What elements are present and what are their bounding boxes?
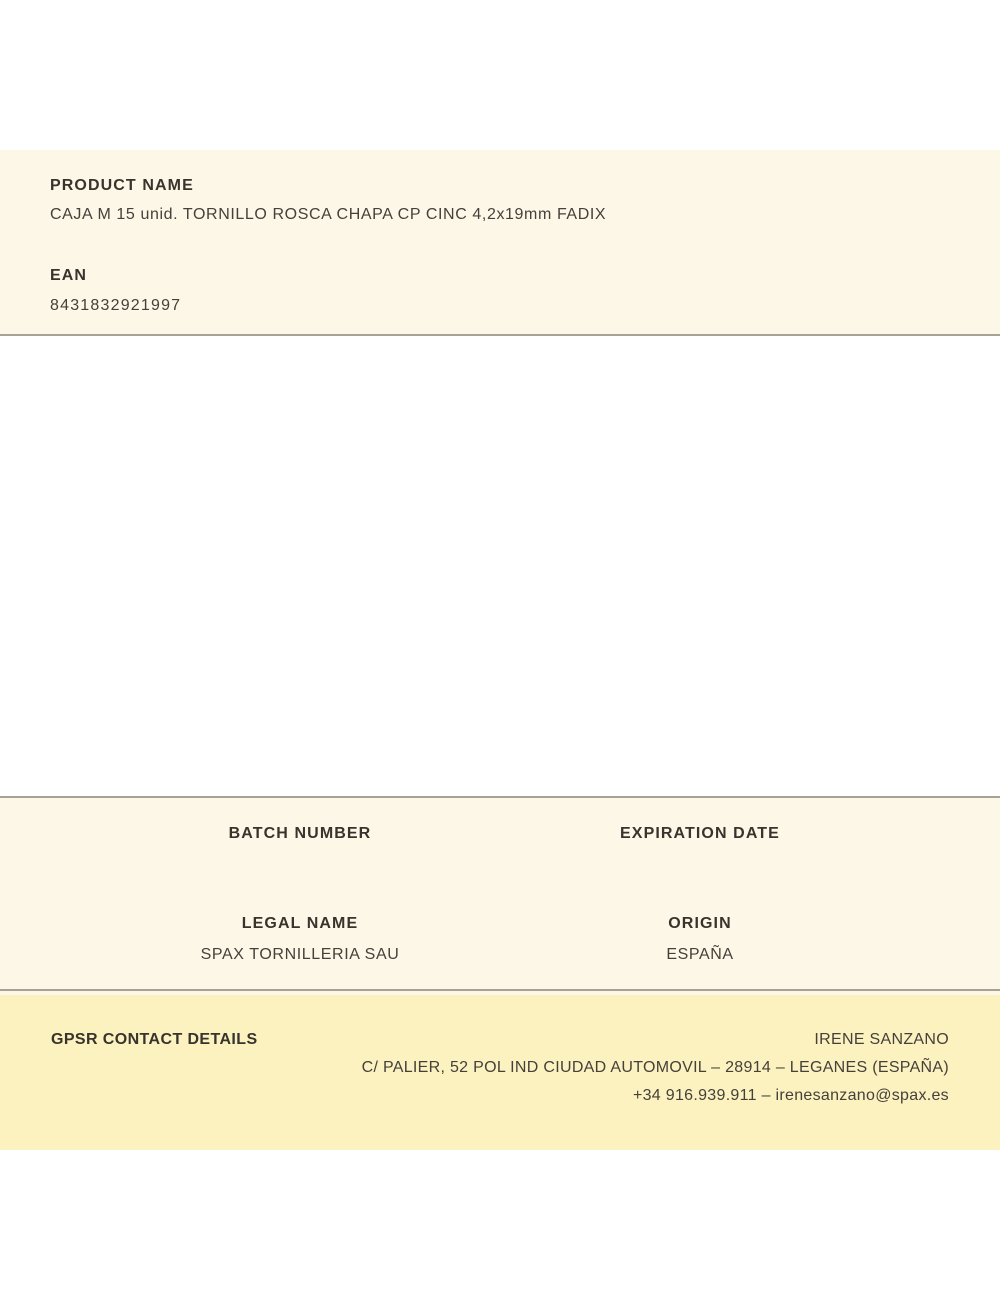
product-name-label: PRODUCT NAME — [50, 177, 194, 194]
gpsr-contact-section — [0, 991, 1000, 1150]
legal-name-value: SPAX TORNILLERIA SAU — [200, 946, 400, 963]
contact-phone-email: +34 916.939.911 – irenesanzano@spax.es — [632, 1087, 949, 1104]
gpsr-contact-lines — [258, 1031, 949, 1115]
expiration-date-label: EXPIRATION DATE — [620, 825, 780, 842]
product-name-value: CAJA M 15 unid. TORNILLO ROSCA CHAPA CP CINC 4,2x19mm FADIX — [50, 206, 607, 223]
contact-address: C/ PALIER, 52 POL IND CIUDAD AUTOMOVIL – 28914 – LEGANES (ESPAÑA) — [361, 1059, 949, 1076]
empty-middle-region — [0, 336, 1000, 796]
product-info-section — [0, 150, 1000, 336]
legal-name-label: LEGAL NAME — [241, 915, 359, 932]
origin-label: ORIGIN — [668, 915, 732, 932]
origin-value: ESPAÑA — [666, 946, 734, 963]
details-grid — [100, 825, 900, 963]
ean-label: EAN — [50, 267, 88, 284]
details-section — [0, 796, 1000, 991]
batch-number-label: BATCH NUMBER — [228, 825, 372, 842]
contact-person: IRENE SANZANO — [814, 1031, 949, 1048]
gpsr-contact-label: GPSR CONTACT DETAILS — [51, 1031, 258, 1048]
ean-value: 8431832921997 — [50, 297, 182, 314]
